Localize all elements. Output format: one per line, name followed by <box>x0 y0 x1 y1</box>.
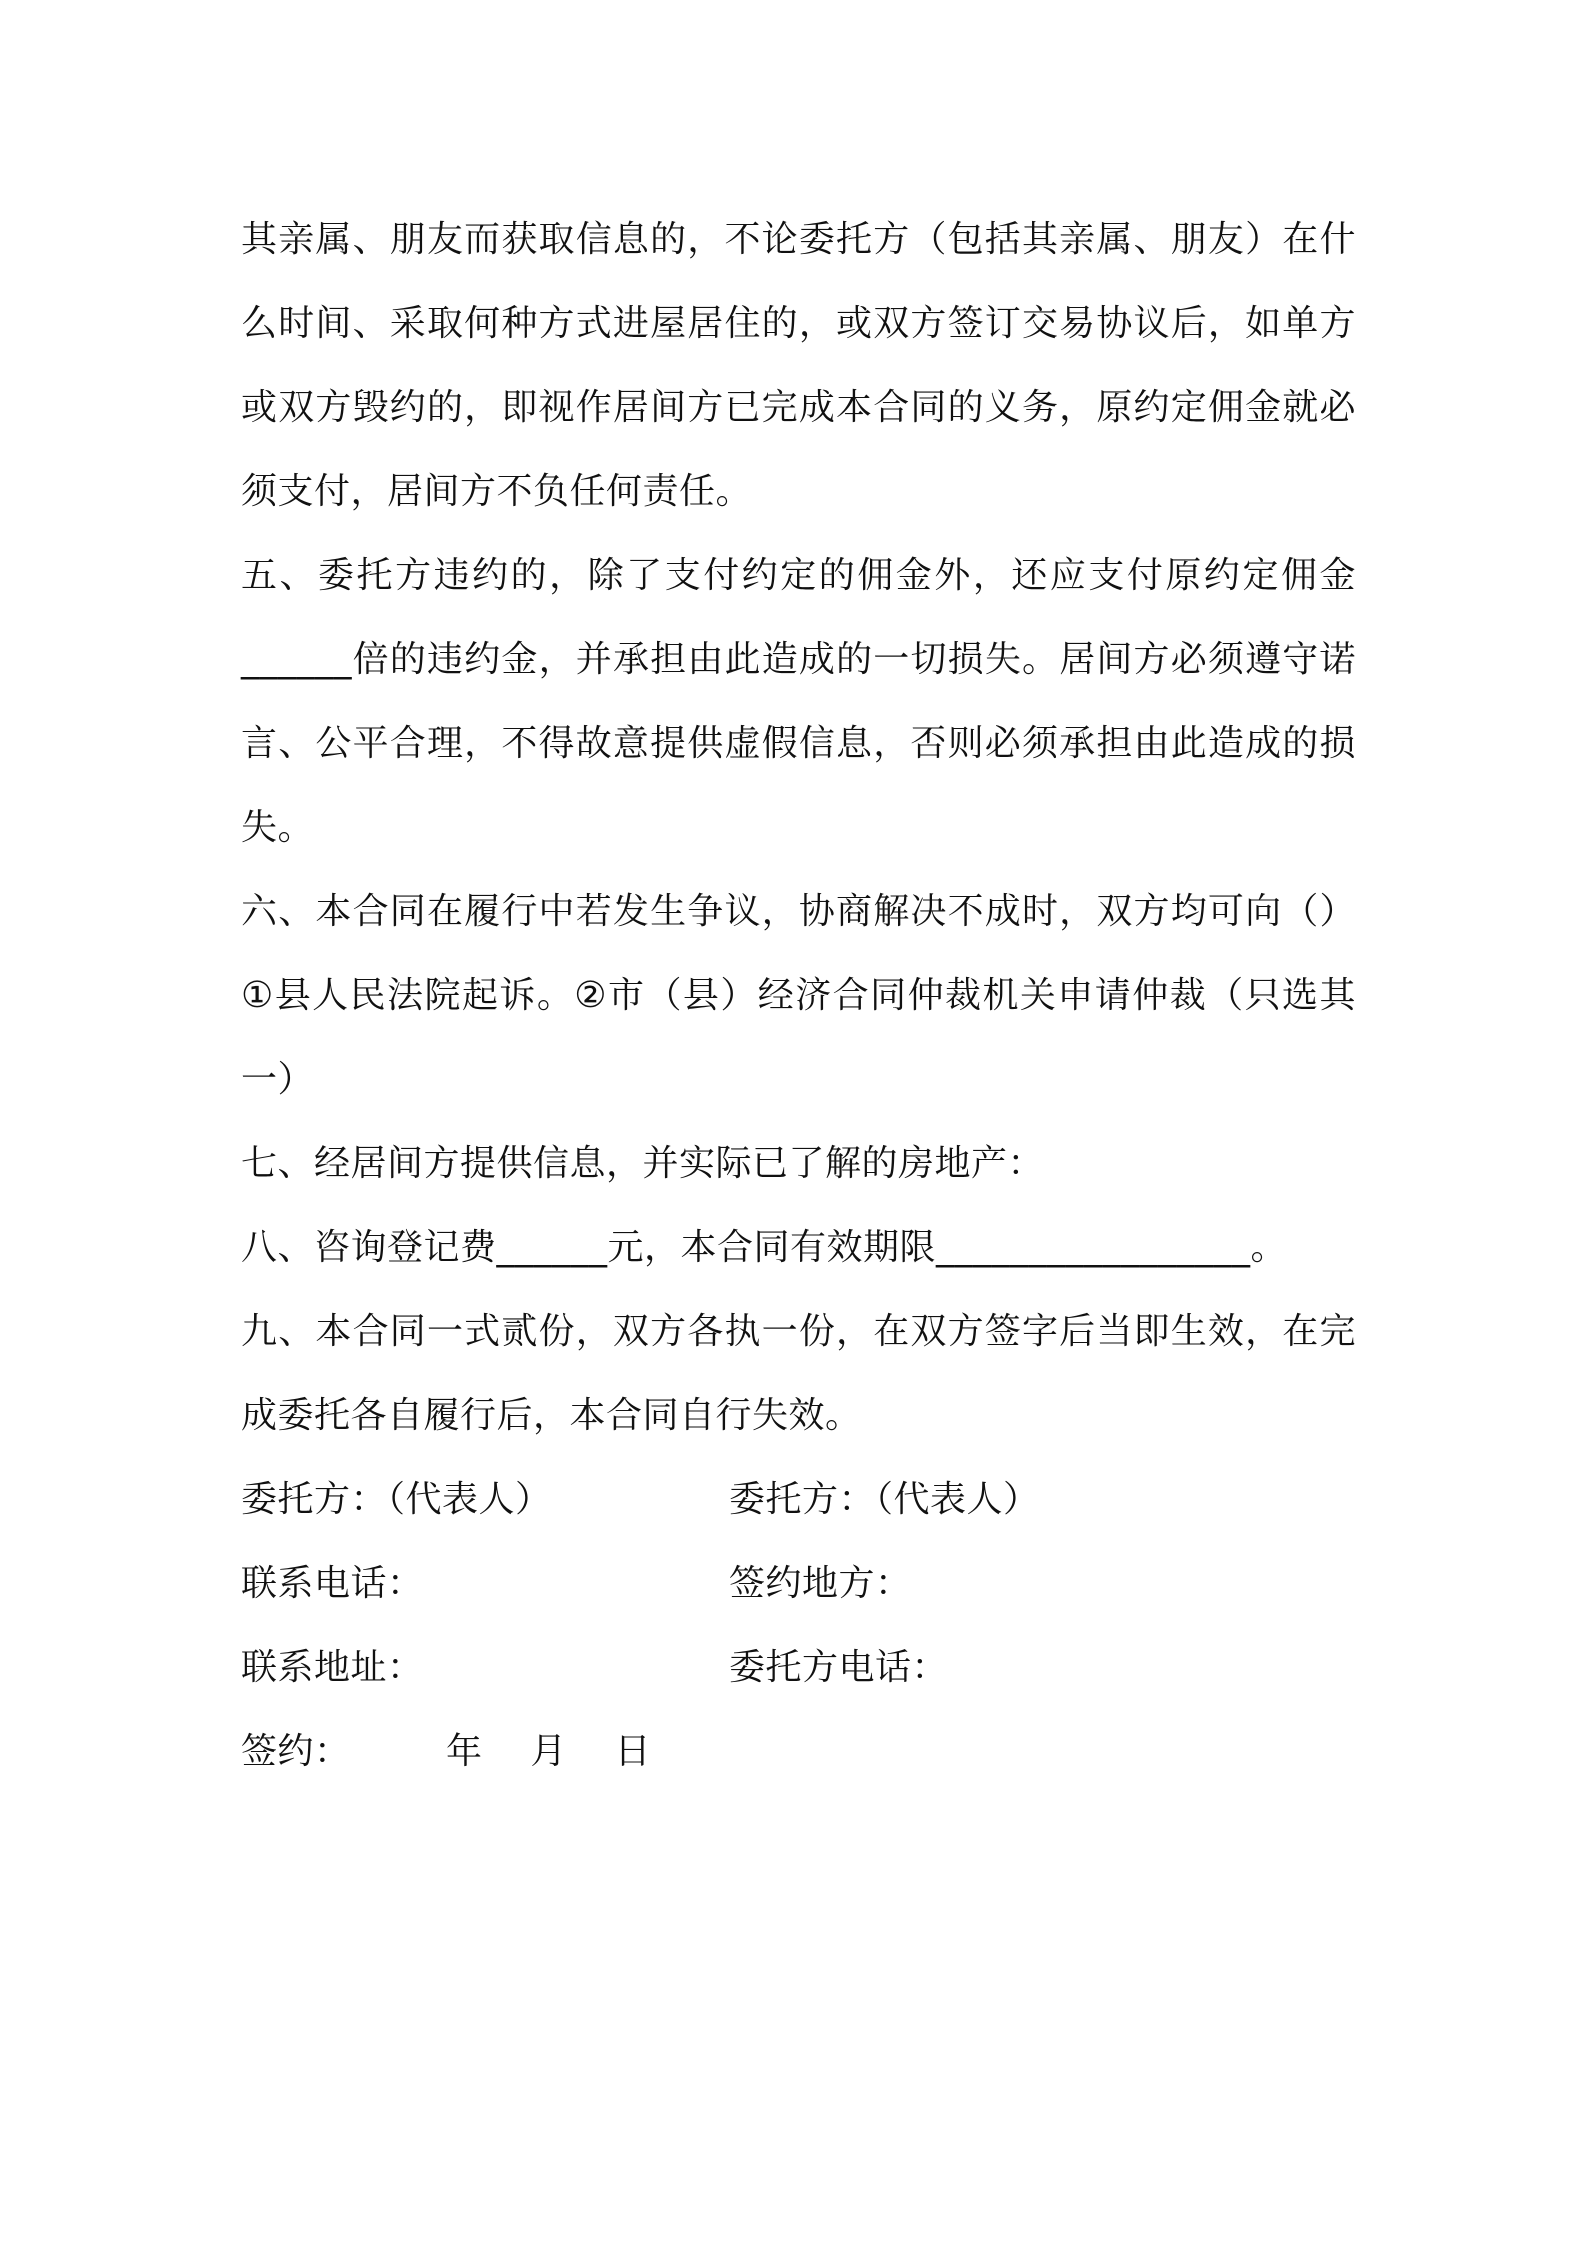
contact-phone-label: 联系电话： <box>241 1563 424 1604</box>
signature-row-3 <box>241 1626 1356 1710</box>
clause-six: 六、本合同在履行中若发生争议，协商解决不成时，双方均可向（）①县人民法院起诉。②市（县）经济合同仲裁机关申请仲裁（只选其一） <box>241 891 1356 1100</box>
clause-eight: 八、咨询登记费______元，本合同有效期限_________________。 <box>241 1227 1288 1268</box>
client-representative-label: 委托方：（代表人） <box>241 1479 552 1520</box>
clause-nine: 九、本合同一式贰份，双方各执一份，在双方签字后当即生效，在完成委托各自履行后，本合同自行失效。 <box>241 1311 1356 1436</box>
paragraph-continuation: 其亲属、朋友而获取信息的，不论委托方（包括其亲属、朋友）在什么时间、采取何种方式进屋居住的，或双方签订交易协议后，如单方或双方毁约的，即视作居间方已完成本合同的义务，原约定佣金就必须支付，居间方不负任何责任。 <box>241 219 1356 512</box>
signature-row-1 <box>241 1458 1356 1542</box>
contact-address-label: 联系地址： <box>241 1647 424 1688</box>
signature-row-2 <box>241 1542 1356 1626</box>
contract-body <box>241 198 1356 1794</box>
signing-date-line: 签约： 年 月 日 <box>241 1731 652 1772</box>
client-phone-label: 委托方电话： <box>729 1647 949 1688</box>
signing-place-label: 签约地方： <box>729 1563 912 1604</box>
client-representative-label-right: 委托方：（代表人） <box>729 1479 1040 1520</box>
clause-five: 五、委托方违约的，除了支付约定的佣金外，还应支付原约定佣金______倍的违约金，并承担由此造成的一切损失。居间方必须遵守诺言、公平合理，不得故意提供虚假信息，否则必须承担由此造成的损失。 <box>241 555 1356 848</box>
clause-seven: 七、经居间方提供信息，并实际已了解的房地产： <box>241 1143 1045 1184</box>
